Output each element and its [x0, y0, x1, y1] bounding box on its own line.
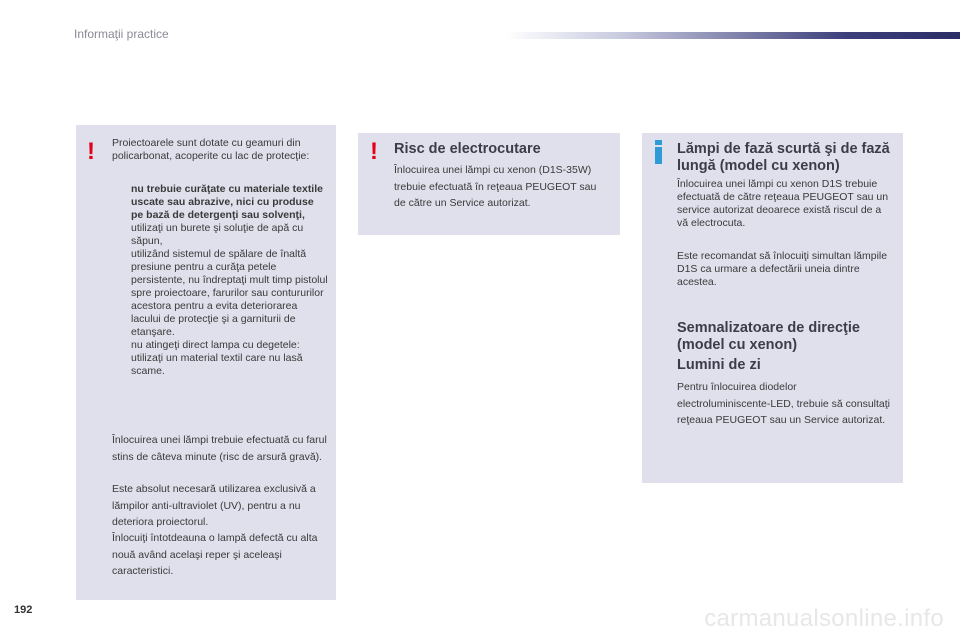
- bulb-replace-text: Înlocuirea unei lămpi trebuie efectuată cu farul stins de câteva minute (risc de arsură gravă).: [112, 434, 327, 463]
- electrocution-heading: Risc de electrocutare: [394, 141, 541, 157]
- warning-icon: !: [87, 138, 95, 165]
- uv-bulb-text: Este absolut necesară utilizarea exclusivă a lămpilor anti-ultraviolet (UV), pentru a nu deteriora proiectorul.: [112, 483, 316, 528]
- xenon-beam-text: Înlocuirea unei lămpi cu xenon D1S trebuie efectuată de către reţeaua PEUGEOT sau un service autorizat deoarece există riscul de a vă electrocuta.: [677, 178, 889, 229]
- list-item: utilizaţi un burete şi soluţie de apă cu săpun,: [131, 222, 304, 247]
- xenon-beam-heading: Lămpi de fază scurtă şi de fază lungă (model cu xenon): [677, 141, 890, 174]
- xenon-simultaneous-text: Este recomandat să înlocuiţi simultan lămpile D1S ca urmare a defectării uneia dintre acestea.: [677, 250, 888, 288]
- electrocution-text: Înlocuirea unei lămpi cu xenon (D1S-35W) trebuie efectuată în reţeaua PEUGEOT sau de către un Service autorizat.: [394, 164, 597, 209]
- list-item: utilizând sistemul de spălare de înaltă presiune pentru a curăţa petele persistente, nu îndreptaţi mult timp pistolul spre proiectoare, farurilor sau contururilor acestora pentru a evita deteriorarea lacului de protecţie şi a garniturii de etanşare.: [131, 248, 328, 338]
- headlamp-intro-text: Proiectoarele sunt dotate cu geamuri din policarbonat, acoperite cu lac de protecţie:: [112, 137, 310, 162]
- list-item: nu atingeţi direct lampa cu degetele: utilizaţi un material textil care nu lasă scame.: [131, 339, 303, 377]
- watermark: carmanualsonline.info: [704, 605, 944, 632]
- header-gradient-bar: [505, 32, 960, 39]
- list-item: nu trebuie curăţate cu materiale textile uscate sau abrazive, nici cu produse pe bază de detergenţi sau solvenţi,: [131, 183, 323, 221]
- section-title: Informaţii practice: [74, 27, 169, 41]
- same-reference-text: Înlocuiţi întotdeauna o lampă defectă cu alta nouă având acelaşi reper şi aceleaşi caracteristici.: [112, 532, 318, 577]
- indicators-heading: Semnalizatoare de direcţie (model cu xenon): [677, 320, 860, 353]
- headlamp-care-list: [112, 183, 328, 378]
- page-number: 192: [14, 604, 33, 616]
- info-icon: [653, 140, 664, 164]
- daytime-lights-text: Pentru înlocuirea diodelor electroluminiscente-LED, trebuie să consultaţi reţeaua PEUGEOT sau un Service autorizat.: [677, 381, 891, 426]
- warning-icon: !: [370, 138, 378, 165]
- daytime-lights-heading: Lumini de zi: [677, 357, 761, 373]
